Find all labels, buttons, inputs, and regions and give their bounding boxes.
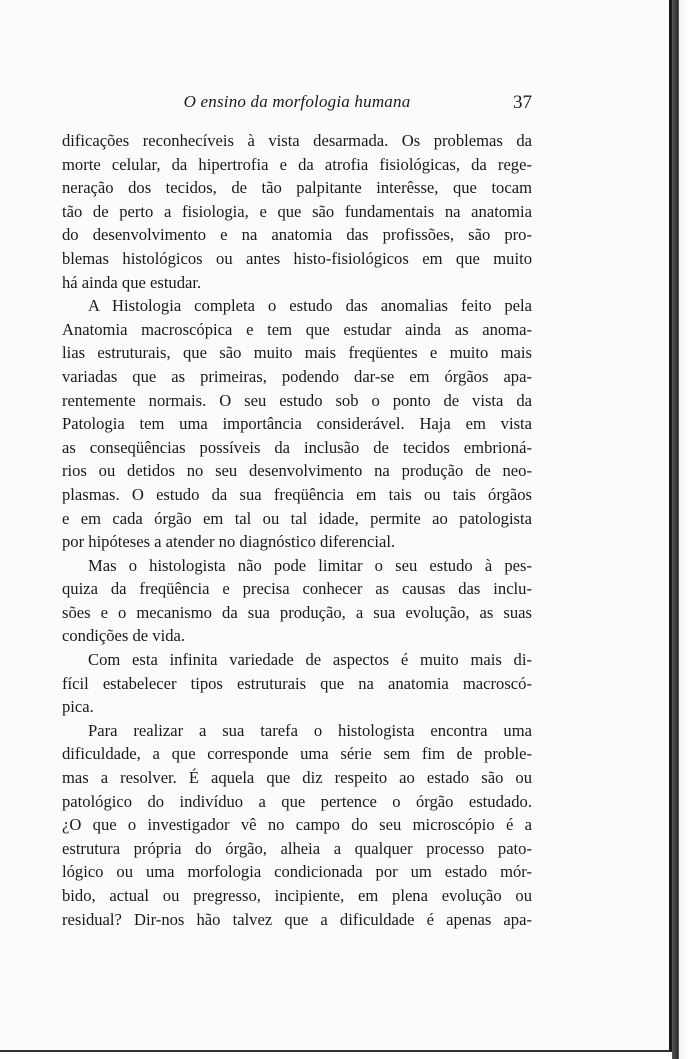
text-line: condições de vida. <box>62 626 186 646</box>
paragraph <box>62 129 532 294</box>
text-line: lias estruturais, que são muito mais freqüentes e muito mais <box>62 343 532 363</box>
text-line: bido, actual ou pregresso, incipiente, em plena evolução ou <box>62 886 532 905</box>
page-edge-shadow <box>672 0 688 1059</box>
text-line: por hipóteses a atender no diagnóstico diferencial. <box>62 532 396 552</box>
text-line: mas a resolver. É aquela que diz respeito ao estado são ou <box>62 768 532 788</box>
text-line: plasmas. O estudo da sua freqüência em tais ou tais órgãos <box>62 484 532 504</box>
text-line: Para realizar a sua tarefa o histologista encontra uma <box>88 720 532 740</box>
text-line: e em cada órgão em tal ou tal idade, permite ao patologista <box>62 508 532 528</box>
text-line: sões e o mecanismo da sua produção, a sua evolução, as suas <box>62 602 532 622</box>
text-line: Mas o histologista não pode limitar o seu estudo à pes- <box>88 555 532 575</box>
page-header <box>62 92 532 118</box>
page-number: 37 <box>513 92 532 113</box>
paragraph <box>62 554 532 648</box>
text-line: morte celular, da hipertrofia e da atrofia fisiológicas, da rege- <box>62 154 532 174</box>
text-line: ¿O que o investigador vê no campo do seu microscópio é a <box>62 815 532 835</box>
text-line: tão de perto a fisiologia, e que são fundamentais na anatomia <box>62 201 532 221</box>
text-line: blemas histológicos ou antes histo-fisiológicos em que muito <box>62 248 532 268</box>
text-line: Anatomia macroscópica e tem que estudar ainda as anoma- <box>62 319 532 339</box>
paragraph <box>62 294 532 554</box>
body-text <box>62 129 532 931</box>
text-line: dificações reconhecíveis à vista desarmada. Os problemas da <box>62 131 532 150</box>
running-title: O ensino da morfologia humana <box>183 92 411 111</box>
text-line: variadas que as primeiras, podendo dar-se em órgãos apa- <box>62 366 532 386</box>
text-line: neração dos tecidos, de tão palpitante interêsse, que tocam <box>62 178 532 198</box>
text-line: lógico ou uma morfologia condicionada por um estado mór- <box>62 862 532 882</box>
text-line: estrutura própria do órgão, alheia a qualquer processo pato- <box>62 838 532 858</box>
text-line: patológico do indivíduo a que pertence o órgão estudado. <box>62 791 532 811</box>
text-line: fícil estabelecer tipos estruturais que na anatomia macroscó- <box>62 673 532 693</box>
text-line: há ainda que estudar. <box>62 272 202 292</box>
text-line: residual? Dir-nos hão talvez que a dificuldade é apenas apa- <box>62 909 532 929</box>
text-line: Com esta infinita variedade de aspectos é muito mais di- <box>88 650 532 670</box>
text-line: do desenvolvimento e na anatomia das profissões, são pro- <box>62 225 532 245</box>
text-line: quiza da freqüência e precisa conhecer as causas das inclu- <box>62 579 532 599</box>
text-line: pica. <box>62 697 94 717</box>
text-line: dificuldade, a que corresponde uma série sem fim de proble- <box>62 744 532 764</box>
paragraph <box>62 648 532 719</box>
text-line: A Histologia completa o estudo das anomalias feito pela <box>88 296 532 316</box>
text-line: rios ou detidos no seu desenvolvimento na produção de neo- <box>62 461 532 481</box>
text-line: rentemente normais. O seu estudo sob o ponto de vista da <box>62 390 532 410</box>
text-line: Patologia tem uma importância considerável. Haja em vista <box>62 414 532 434</box>
paragraph <box>62 719 532 931</box>
text-line: as conseqüências possíveis da inclusão de tecidos embrioná- <box>62 437 532 457</box>
